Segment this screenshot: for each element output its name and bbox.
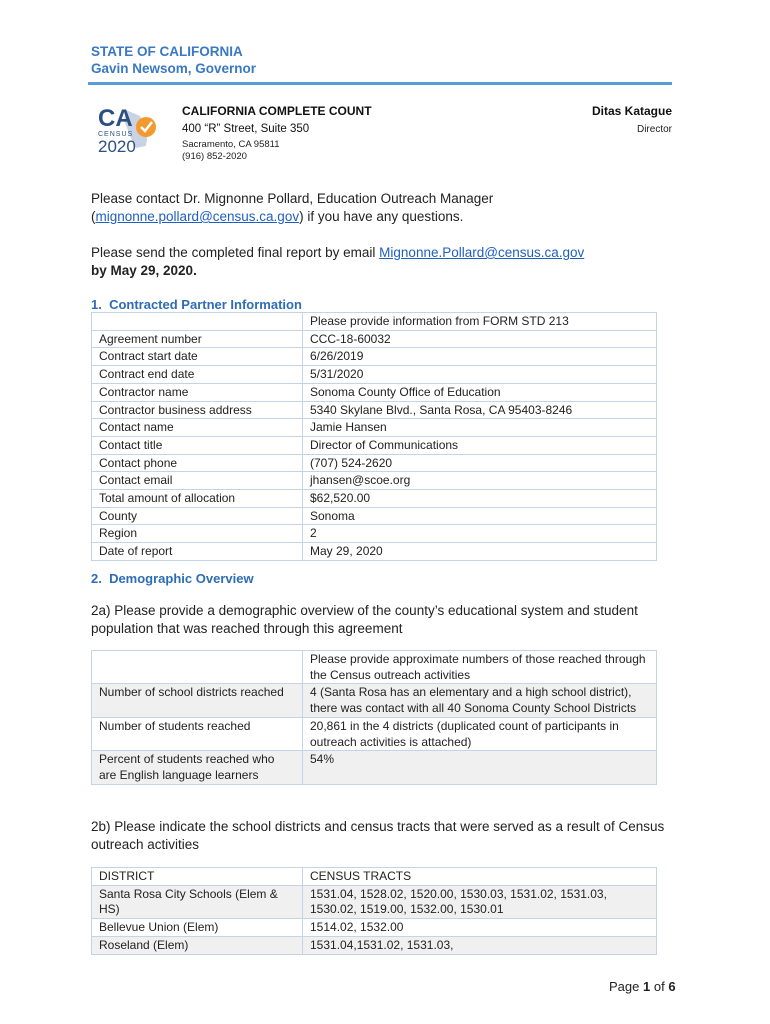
row-value: jhansen@scoe.org [303,472,657,490]
partner-info-row [92,366,657,384]
demographic-row [92,717,657,750]
partner-info-row [92,507,657,525]
contact-email-link[interactable]: mignonne.pollard@census.ca.gov [95,209,300,224]
org-phone: (916) 852-2020 [182,151,247,162]
partner-info-row [92,525,657,543]
row-value: 20,861 in the 4 districts (duplicated count of participants in outreach activities is attached) [303,717,657,750]
row-label: Number of students reached [92,717,303,750]
row-label [92,313,303,331]
row-value: CENSUS TRACTS [303,868,657,886]
row-value: Sonoma [303,507,657,525]
row-value: 6/26/2019 [303,348,657,366]
partner-info-row [92,401,657,419]
executive-name: Ditas Katague [591,104,672,118]
send-text: Please send the completed final report by email [91,245,380,260]
demographic-table [91,650,657,785]
row-value: May 29, 2020 [303,543,657,561]
contact-paragraph: Please contact Dr. Mignonne Pollard, Education Outreach Manager (mignonne.pollard@census.ca.gov) if you have any questions. [91,191,494,224]
row-label: Contract start date [92,348,303,366]
row-value: 5340 Skylane Blvd., Santa Rosa, CA 95403-8246 [303,401,657,419]
page-current: 1 [643,979,651,994]
contact-suffix: if you have any questions. [303,209,464,224]
row-label: Total amount of allocation [92,490,303,508]
row-label: Agreement number [92,330,303,348]
section2-heading: 2. Demographic Overview [91,571,254,586]
row-value: 1514.02, 1532.00 [303,919,657,937]
row-value: Please provide information from FORM STD 213 [303,313,657,331]
row-label: Contact name [92,419,303,437]
page-total: 6 [668,979,676,994]
row-value: Jamie Hansen [303,419,657,437]
partner-info-row [92,330,657,348]
check-badge-icon [136,117,156,137]
row-value: 5/31/2020 [303,366,657,384]
row-label: Contractor business address [92,401,303,419]
row-value: CCC-18-60032 [303,330,657,348]
row-label: Contact email [92,472,303,490]
executive-title: Director [636,124,672,135]
logo-ca-text: CA [98,105,133,132]
send-email-link[interactable]: Mignonne.Pollard@census.ca.gov [379,245,585,260]
row-label: DISTRICT [92,868,303,886]
row-value: 2 [303,525,657,543]
partner-info-table [91,312,657,561]
partner-info-row [92,490,657,508]
row-label: Number of school districts reached [92,684,303,717]
state-name: STATE OF CALIFORNIA [91,44,243,59]
partner-info-row [92,313,657,331]
demographic-row [92,751,657,784]
row-value: Please provide approximate numbers of those reached through the Census outreach activities [303,651,657,684]
page-number [609,979,676,994]
district-row [92,936,657,954]
row-label: Contact phone [92,454,303,472]
governor-name: Gavin Newsom, Governor [91,61,257,76]
row-value: Sonoma County Office of Education [303,383,657,401]
partner-info-row [92,436,657,454]
row-label: Santa Rosa City Schools (Elem & HS) [92,885,303,918]
send-paragraph [91,244,691,280]
partner-info-row [92,543,657,561]
executive-block [592,104,672,135]
logo-census-text: CENSUS [98,131,134,138]
row-value: 1531.04,1531.02, 1531.03, [303,936,657,954]
partner-info-row [92,472,657,490]
row-label: Region [92,525,303,543]
logo-year-text: 2020 [98,137,136,156]
districts-tracts-table [91,867,657,955]
row-value: 54% [303,751,657,784]
org-block [182,104,372,163]
page-word: Page [609,979,640,994]
partner-info-row [92,454,657,472]
org-name: CALIFORNIA COMPLETE COUNT [182,104,372,118]
row-value: $62,520.00 [303,490,657,508]
partner-info-row [92,348,657,366]
page-of: of [653,979,665,994]
org-address-line2: Sacramento, CA 95811 [182,139,280,150]
section1-heading: 1. Contracted Partner Information [91,297,302,312]
row-label: Roseland (Elem) [92,936,303,954]
row-label: Bellevue Union (Elem) [92,919,303,937]
header-rule [88,82,672,85]
row-label: Contractor name [92,383,303,401]
row-label: Date of report [92,543,303,561]
partner-info-row [92,419,657,437]
partner-info-row [92,383,657,401]
district-row [92,919,657,937]
row-value: 1531.04, 1528.02, 1520.00, 1530.03, 1531.02, 1531.03, 1530.02, 1519.00, 1532.00, 1530.01 [303,885,657,918]
letterhead-state [91,43,256,77]
row-label: Percent of students reached who are English language learners [92,751,303,784]
contact-text: Please contact Dr. Mignonne Pollard, Education Outreach Manager [91,191,494,206]
demographic-row [92,684,657,717]
district-row [92,885,657,918]
demographic-row [92,651,657,684]
row-label: Contract end date [92,366,303,384]
district-row [92,868,657,886]
question-2b: 2b) Please indicate the school districts and census tracts that were served as a result of Census outreach activities [91,819,665,852]
row-value: 4 (Santa Rosa has an elementary and a high school district), there was contact with all 40 Sonoma County School Districts [303,684,657,717]
census-2020-logo [96,102,166,156]
row-label: County [92,507,303,525]
question-2a: 2a) Please provide a demographic overview of the county’s educational system and student population that was reached through this agreement [91,603,638,636]
org-address-line1: 400 “R” Street, Suite 350 [182,123,310,135]
row-label [92,651,303,684]
row-label: Contact title [92,436,303,454]
row-value: (707) 524-2620 [303,454,657,472]
row-value: Director of Communications [303,436,657,454]
deadline-text: by May 29, 2020. [91,263,197,278]
